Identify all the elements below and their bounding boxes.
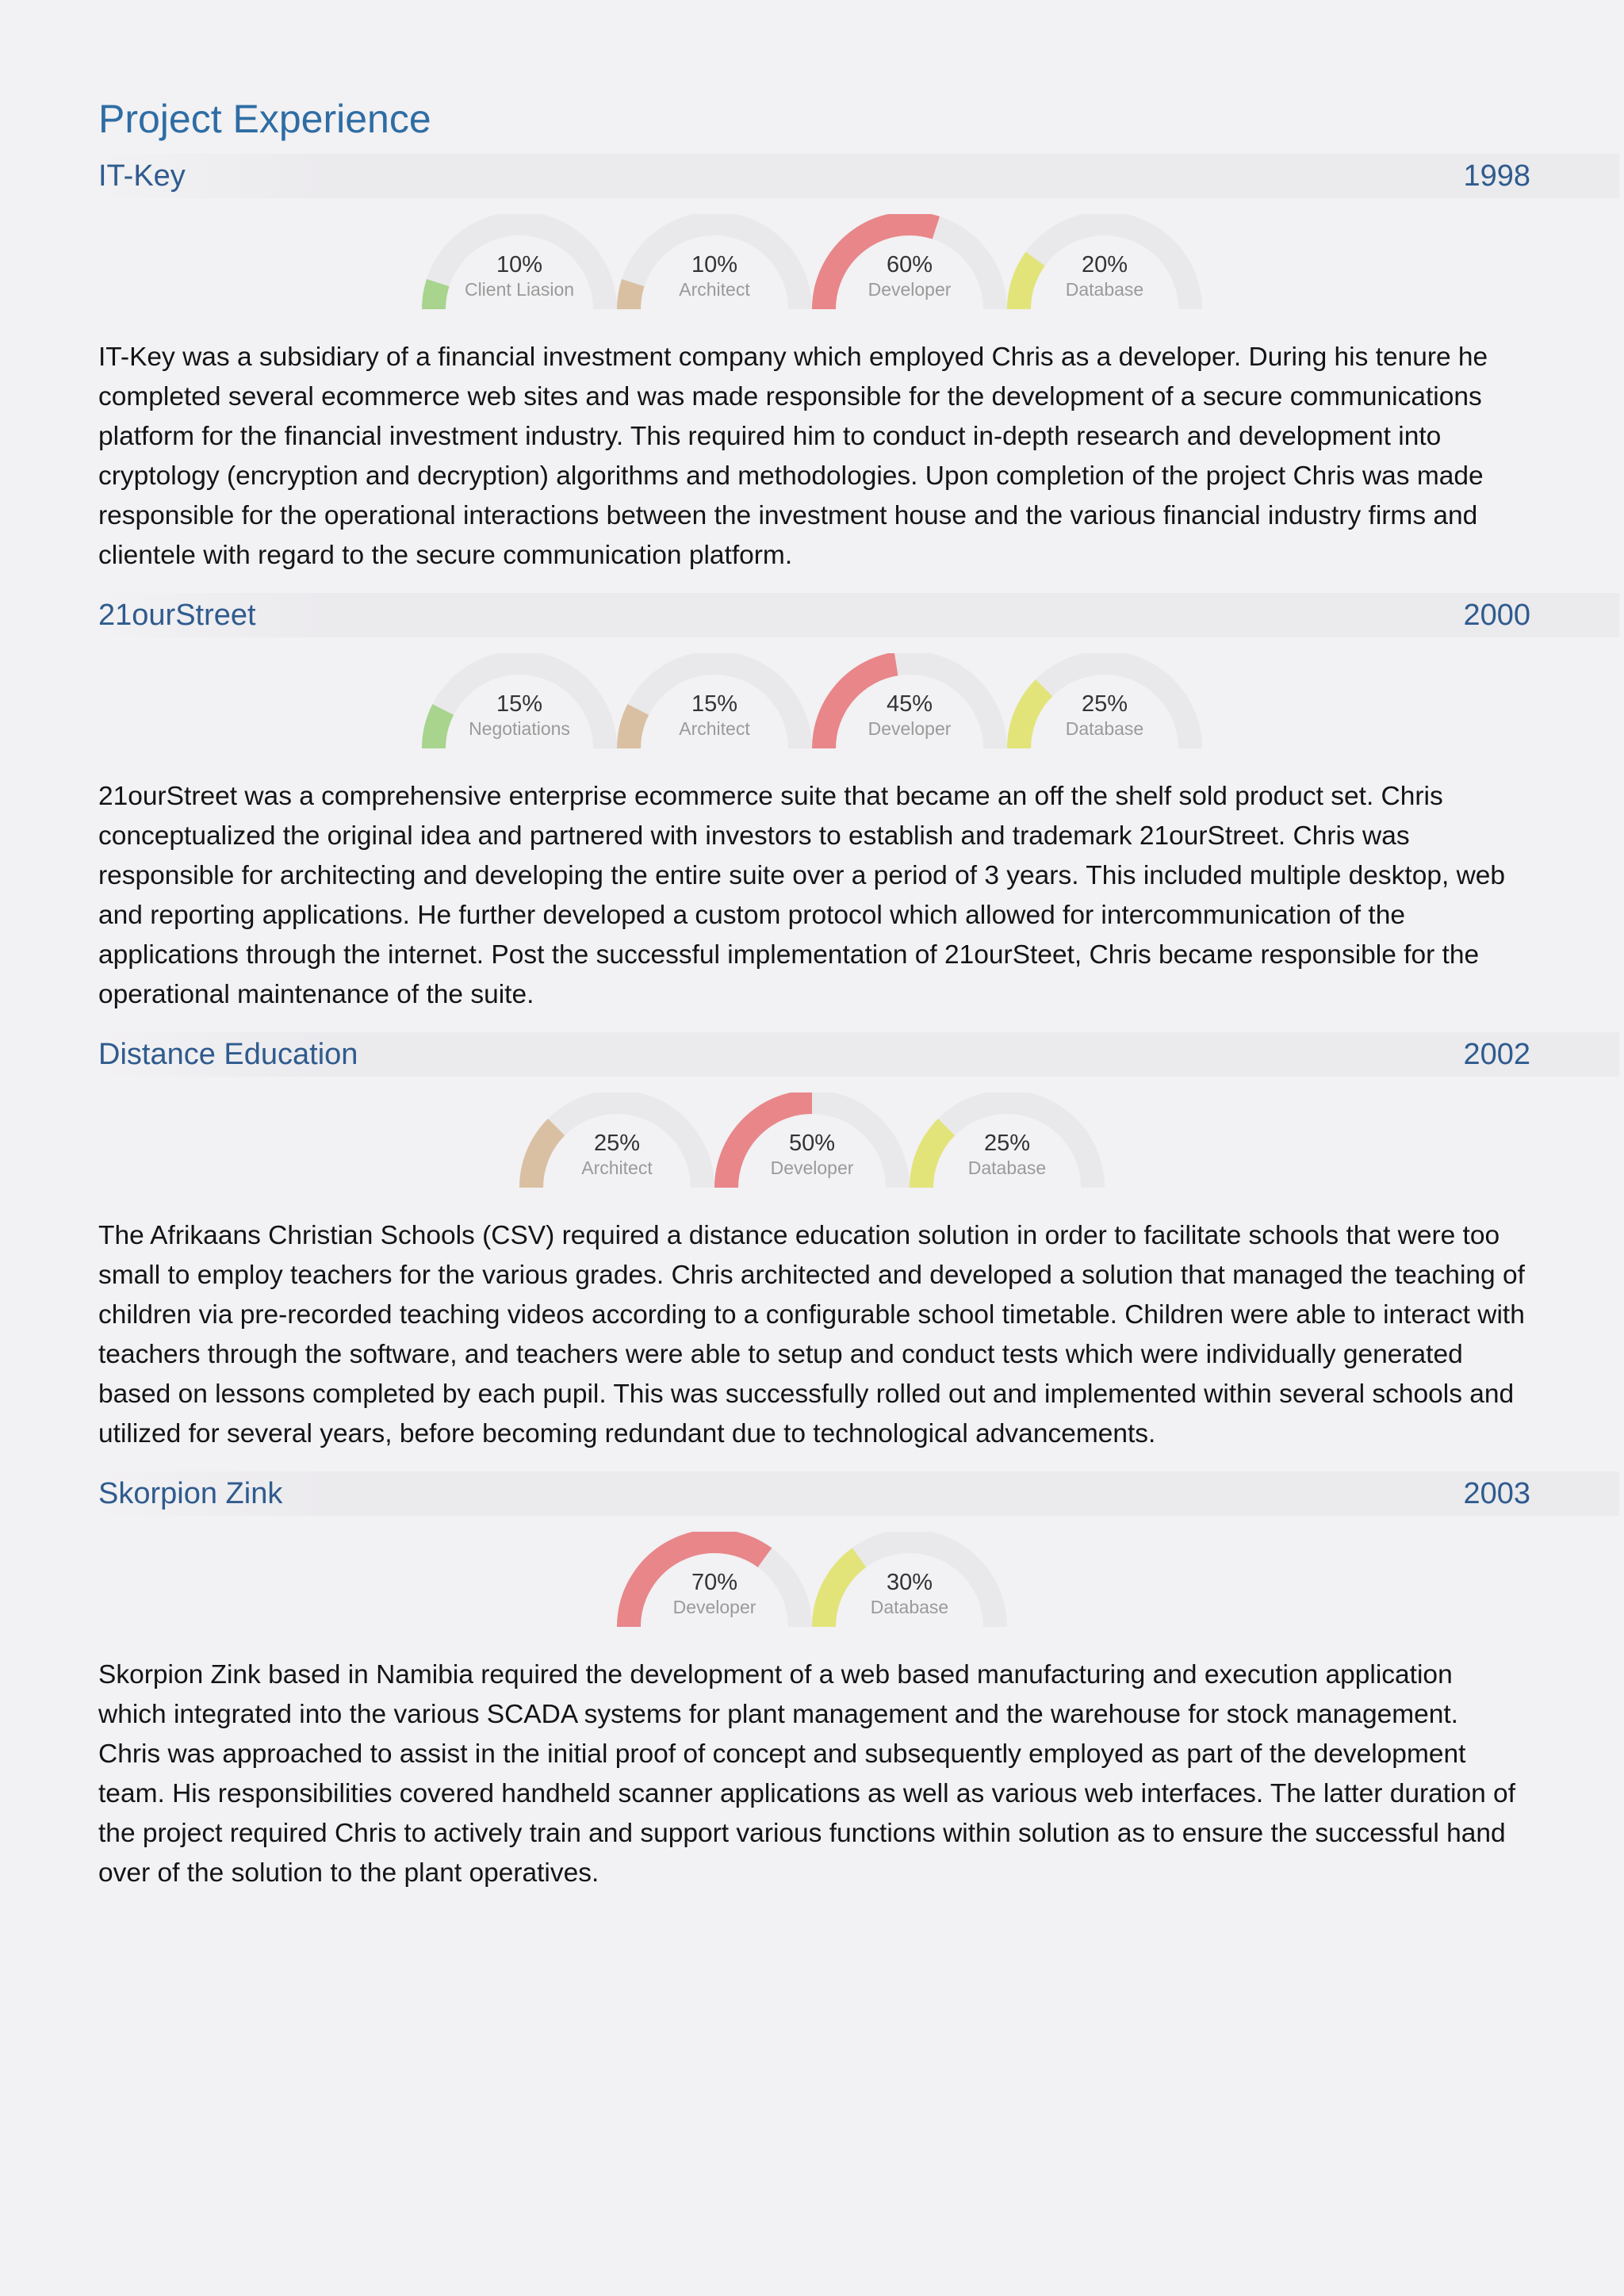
project-list	[98, 154, 1530, 1893]
gauge-percent: 70%	[691, 1570, 738, 1595]
gauge-percent: 15%	[496, 691, 543, 717]
project-description: 21ourStreet was a comprehensive enterprise ecommerce suite that became an off the shelf sold product set. Chris conceptualized the original idea and partnered with investors to establish and trademark 21ourStreet. Chris was responsible for architecting and developing the entire suite over a period of 3 years. This included multiple desktop, web and reporting applications. He further developed a custom protocol which allowed for intercommunication of the applications through the internet. Post the successful implementation of 21ourSteet, Chris became responsible for the operational maintenance of the suite.	[98, 782, 1506, 1009]
gauge-percent: 20%	[1081, 252, 1128, 277]
project-description: Skorpion Zink based in Namibia required the development of a web based manufacturing and execution application which integrated into the various SCADA systems for plant management and the warehouse for stock management. Chris was approached to assist in the initial proof of concept and subsequently employed as part of the development team. His responsibilities covered handheld scanner applications as well as various web interfaces. The latter duration of the project required Chris to actively train and support various functions within solution as to ensure the successful hand over of the solution to the plant operatives.	[98, 1660, 1515, 1888]
project-year: 2003	[1463, 1477, 1530, 1510]
skill-gauge	[910, 1093, 1105, 1197]
skill-gauge	[1007, 214, 1202, 319]
gauge-label: Database	[870, 1597, 949, 1617]
gauge-percent: 60%	[886, 252, 933, 277]
gauge-label: Database	[1065, 279, 1144, 300]
gauge-label: Client Liasion	[464, 279, 575, 300]
gauge-label: Negotiations	[469, 718, 570, 739]
gauge-percent: 45%	[886, 691, 933, 717]
project-name: 21ourStreet	[98, 599, 256, 632]
gauge-label: Database	[967, 1158, 1047, 1178]
gauge-label: Architect	[581, 1158, 653, 1178]
gauge-percent: 25%	[1081, 691, 1128, 717]
project-header	[98, 593, 1619, 637]
skill-gauge	[812, 653, 1007, 758]
gauge-label: Architect	[679, 718, 750, 739]
gauge-label: Developer	[770, 1158, 854, 1178]
skill-gauge	[519, 1093, 714, 1197]
section-title: Project Experience	[98, 97, 431, 141]
project-name: IT-Key	[98, 159, 186, 193]
gauge-percent: 25%	[983, 1131, 1031, 1156]
gauge-label: Database	[1065, 718, 1144, 739]
gauge-percent: 10%	[691, 252, 738, 277]
gauge-percent: 25%	[593, 1131, 641, 1156]
skill-gauges	[98, 1093, 1526, 1197]
project-year: 2000	[1463, 599, 1530, 632]
gauge-label: Developer	[672, 1597, 756, 1617]
skill-gauge	[1007, 653, 1202, 758]
skill-gauge	[714, 1093, 910, 1197]
project-section	[98, 1032, 1530, 1454]
skill-gauges	[98, 214, 1526, 319]
skill-gauge	[812, 214, 1007, 319]
gauge-percent: 15%	[691, 691, 738, 717]
skill-gauge	[617, 653, 812, 758]
gauge-percent: 50%	[788, 1131, 836, 1156]
skill-gauge	[812, 1532, 1007, 1636]
gauge-label: Developer	[868, 718, 952, 739]
gauge-percent: 10%	[496, 252, 543, 277]
skill-gauge	[422, 214, 617, 319]
project-header	[98, 154, 1619, 198]
gauge-percent: 30%	[886, 1570, 933, 1595]
project-name: Distance Education	[98, 1038, 358, 1071]
project-section	[98, 154, 1530, 576]
gauge-label: Developer	[868, 279, 952, 300]
project-name: Skorpion Zink	[98, 1477, 283, 1510]
skill-gauge	[617, 214, 812, 319]
project-section	[98, 1471, 1530, 1893]
project-header	[98, 1032, 1619, 1077]
project-header	[98, 1471, 1619, 1516]
project-description: IT-Key was a subsidiary of a financial investment company which employed Chris as a developer. During his tenure he completed several ecommerce web sites and was made responsible for the development of a secure communications platform for the financial investment industry. This required him to conduct in-depth research and development into cryptology (encryption and decryption) algorithms and methodologies. Upon completion of the project Chris was made responsible for the operational interactions between the investment house and the various financial industry firms and clientele with regard to the secure communication platform.	[98, 342, 1488, 570]
skill-gauge	[617, 1532, 812, 1636]
project-year: 2002	[1463, 1038, 1530, 1071]
skill-gauges	[98, 1532, 1526, 1636]
gauge-label: Architect	[679, 279, 750, 300]
skill-gauge	[422, 653, 617, 758]
project-section	[98, 593, 1530, 1015]
project-year: 1998	[1463, 159, 1530, 193]
skill-gauges	[98, 653, 1526, 758]
project-description: The Afrikaans Christian Schools (CSV) required a distance education solution in order to facilitate schools that were too small to employ teachers for the various grades. Chris architected and developed a solution that managed the teaching of children via pre-recorded teaching videos according to a configurable school timetable. Children were able to interact with teachers through the software, and teachers were able to setup and conduct tests which were individually generated based on lessons completed by each pupil. This was successfully rolled out and implemented within several schools and utilized for several years, before becoming redundant due to technological advancements.	[98, 1221, 1525, 1448]
